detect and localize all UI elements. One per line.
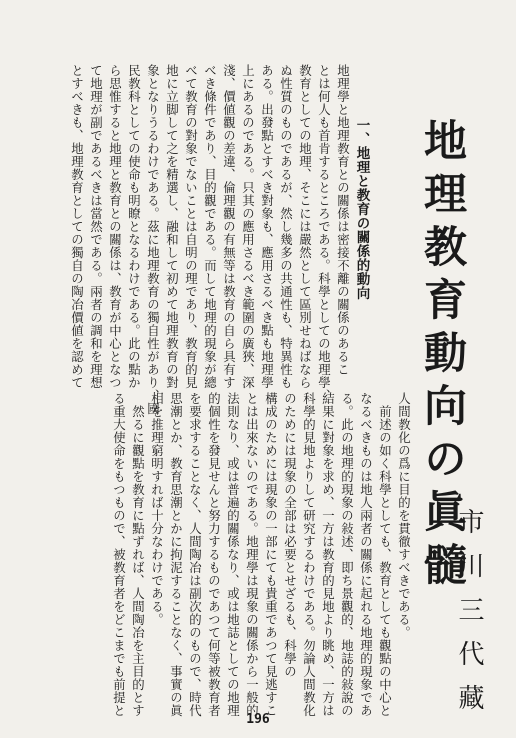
- body-column-upper: とは何人も首肯するところである。科學としての地理學、: [316, 64, 332, 402]
- body-column-lower: 構成のためには現象の一部にても貴重であつて見逃すこ: [263, 392, 279, 717]
- body-column-upper: て地理が副であるべきは當然である。兩者の調和を理想: [88, 64, 104, 389]
- body-column-upper: 地理學と地理教育との關係は密接不離の關係のあるこ: [335, 64, 351, 376]
- body-column-lower: 相を推理窮明すれば十分なわけである。: [149, 392, 165, 626]
- body-column-upper: ある。出發點とすべき對象も、應用さるべき點も地理學: [259, 64, 275, 389]
- body-column-upper: 地に立脚して之を精選し、融和して初めて地理教育の對: [164, 64, 180, 389]
- body-column-upper: べき條件であり、目的觀である。而して地理的現象が總: [202, 64, 218, 389]
- body-column-lower: 科學的見地よりして研究するわけである。勿論人間教化: [301, 392, 317, 717]
- body-column-upper: 淺、價値觀の差違、倫理觀の有無等は教育の自ら具有す: [221, 64, 237, 389]
- body-column-lower: 的個性を發見せんと努力するものであつて何等被教育者: [206, 392, 222, 717]
- body-column-lower: 前述の如く科學としても、教育としても觀點の中心と: [377, 392, 393, 717]
- article-title: 地理教育動向の眞髓: [417, 118, 467, 595]
- section-heading: 一、地理と教育の關係的動向: [353, 118, 370, 300]
- body-column-lower: 法則なり、或は普遍的關係なり、或は地誌としての地理: [225, 392, 241, 717]
- body-column-upper: 上にあるのである。只其の應用さるべき範圍の廣狹、深: [240, 64, 256, 389]
- body-column-upper: ら思惟すると地理と教育との關係は、教育が中心となつ: [107, 64, 123, 389]
- body-column-upper: 象となりうるわけである。茲に地理教育の獨自性があり、國: [145, 64, 161, 415]
- body-column-lower: 人間教化の爲に目的を貫徹すべきである。: [396, 392, 412, 639]
- body-column-upper: とすべきも、地理教育としての獨自の陶冶價値を認めて: [69, 64, 85, 389]
- body-column-upper: べて教育の對象でないことは自明の理であり、教育的見: [183, 64, 199, 389]
- body-column-lower: 然るに觀點を教育に點ずれば、人間陶冶を主目的とす: [130, 392, 146, 717]
- body-column-lower: のためには現象の全部は必要とせざるも、科學の: [282, 392, 298, 678]
- body-column-lower: なるべきものは地人兩者の關係に起れる地理的現象であ: [358, 392, 374, 717]
- body-column-upper: 教育としての地理、そこには嚴然として區別せねばなら: [297, 64, 313, 389]
- body-column-lower: を要求することなく、人間陶冶は副次的のもので、時代: [187, 392, 203, 717]
- body-column-upper: 民教科としての使命も明瞭となるわけである。此の點か: [126, 64, 142, 389]
- author-name: 市川三代藏: [454, 508, 484, 728]
- body-column-lower: 結果に對象を求め、一方は教育的見地より眺め、一方は: [320, 392, 336, 717]
- body-column-lower: る重大使命をもつもので、被教育者をどこまでも前提と: [111, 392, 127, 717]
- body-column-upper: ぬ性質のものであるが、然し幾多の共通性も、特異性も: [278, 64, 294, 389]
- body-column-lower: る。此の地理的現象の敍述、即ち景觀的、地誌的敍說の: [339, 392, 355, 717]
- page-number: 196: [246, 712, 270, 727]
- body-column-lower: 思潮とか、教育思潮とかに拘泥することなく、事實の眞: [168, 392, 184, 717]
- body-column-lower: とは出來ないのである。地理學は現象の關係から一般的: [244, 392, 260, 717]
